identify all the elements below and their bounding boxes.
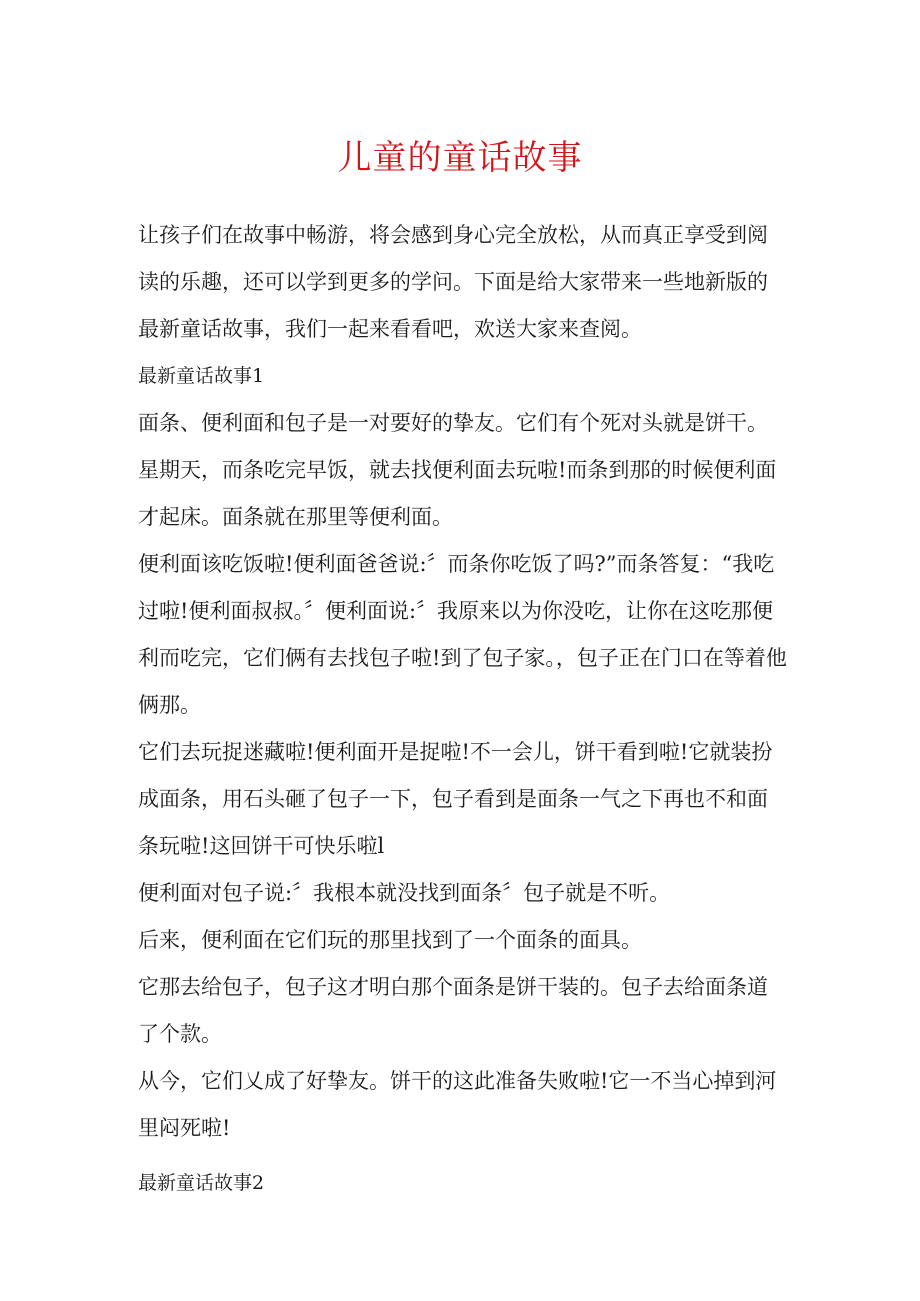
story-paragraph: 从今，它们乂成了好挚友。饼干的这此准备失败啦!它一不当心掉到河里闷死啦! xyxy=(138,1069,777,1140)
document-body xyxy=(138,212,788,1207)
story-paragraph: 它那去给包子，包子这才明白那个面条是饼干装的。包子去给面条道了个款。 xyxy=(138,975,768,1046)
story-paragraph: 面条、便利面和包子是一对要好的挚友。它们有个死对头就是饼干。星期天，而条吃完早饭，就去找便利面去玩啦!而条到那的时候便利面才起床。面条就在那里等便利面。 xyxy=(138,411,777,529)
story-1-heading: 最新童话故事1 xyxy=(138,365,265,387)
story-paragraph: 它们去玩捉迷藏啦!便利面开是捉啦!不一会儿，饼干看到啦!它就装扮成面条，用石头砸了包子一下，包子看到是面条一气之下再也不和面条玩啦!这回饼干可快乐啦l xyxy=(138,740,773,858)
story-paragraph: 便利面该吃饭啦!便利面爸爸说:〞而条你吃饭了吗?”而条答复：“我吃过啦!便利面叔叔。〞便利面说:〞我原来以为你没吃，让你在这吃那便利而吃完，它们俩有去找包子啦!到了包子家。，包子正在门口在等着他俩那。 xyxy=(138,552,787,717)
document-title: 儿童的童话故事 xyxy=(337,138,583,178)
story-paragraph: 后来，便利面在它们玩的那里找到了一个面条的面具。 xyxy=(138,928,642,952)
intro-paragraph: 让孩子们在故事中畅游，将会感到身心完全放松，从而真正享受到阅读的乐趣，还可以学到更多的学问。下面是给大家带来一些地新版的最新童话故事，我们一起来看看吧，欢送大家来查阅。 xyxy=(138,223,768,341)
story-2-heading: 最新童话故事2 xyxy=(138,1172,265,1194)
story-paragraph: 便利面对包子说:〞我根本就没找到面条〞包子就是不听。 xyxy=(138,881,671,905)
